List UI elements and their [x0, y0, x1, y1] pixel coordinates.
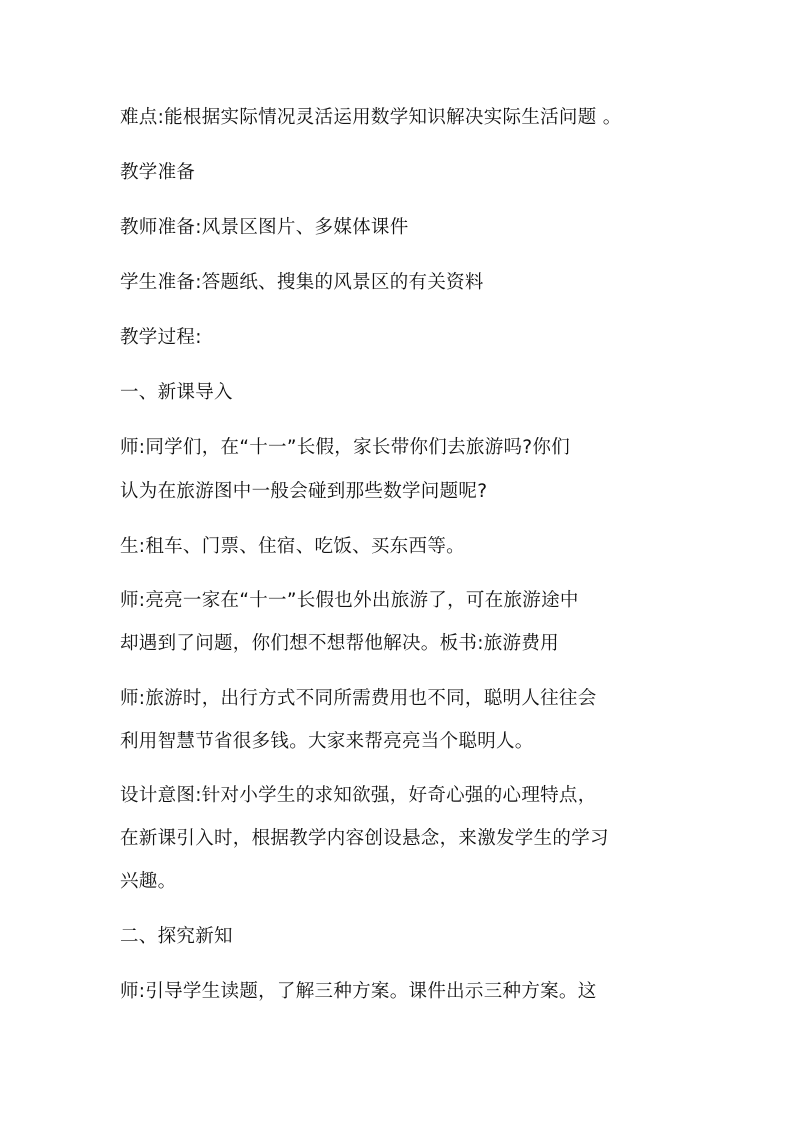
student-preparation-line: 学生准备:答题纸、搜集的风景区的有关资料 — [120, 272, 484, 293]
subsection-heading-intro: 一、新课导入 — [120, 382, 233, 403]
teacher-preparation-line: 教师准备:风景区图片、多媒体课件 — [120, 217, 409, 238]
paragraph-line: 兴趣。 — [120, 871, 177, 892]
paragraph-line: 生:租车、门票、住宿、吃饭、买东西等。 — [120, 536, 465, 557]
difficulty-line: 难点:能根据实际情况灵活运用数学知识解决实际生活问题 。 — [120, 107, 622, 128]
paragraph-line: 设计意图:针对小学生的求知欲强，好奇心强的心理特点， — [120, 785, 597, 806]
paragraph-line: 师:引导学生读题，了解三种方案。课件出示三种方案。这 — [120, 981, 597, 1002]
section-heading-teaching-process: 教学过程: — [120, 327, 202, 348]
paragraph-line: 利用智慧节省很多钱。大家来帮亮亮当个聪明人。 — [120, 731, 534, 752]
section-heading-teaching-preparation: 教学准备 — [120, 162, 196, 183]
paragraph-line: 师:亮亮一家在“十一”长假也外出旅游了，可在旅游途中 — [120, 590, 579, 611]
paragraph-line: 在新课引入时，根据教学内容创设悬念，来激发学生的学习 — [120, 828, 609, 849]
paragraph-line: 却遇到了问题，你们想不想帮他解决。板书:旅游费用 — [120, 633, 559, 654]
subsection-heading-explore: 二、探究新知 — [120, 926, 233, 947]
paragraph-line: 师:旅游时，出行方式不同所需费用也不同，聪明人往往会 — [120, 688, 597, 709]
paragraph-line: 师:同学们，在“十一”长假，家长带你们去旅游吗?你们 — [120, 437, 571, 458]
paragraph-line: 认为在旅游图中一般会碰到那些数学问题呢? — [120, 481, 488, 502]
